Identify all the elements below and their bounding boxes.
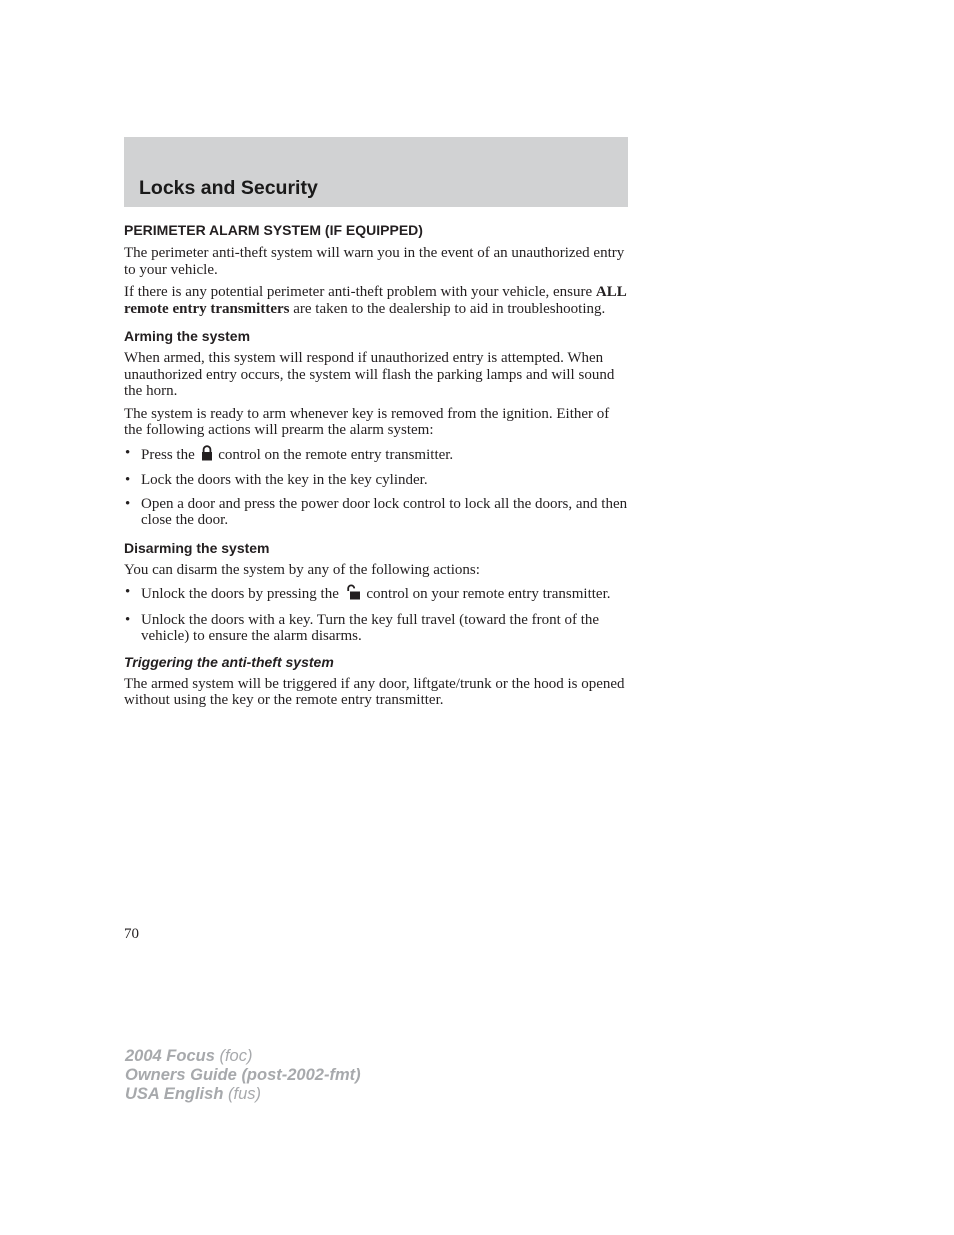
- arming-heading: Arming the system: [124, 328, 251, 344]
- triggering-paragraph: The armed system will be triggered if any door, liftgate/trunk or the hood is opened without using the key or the remote entry transmitter.: [124, 675, 625, 708]
- arming-paragraph-2: The system is ready to arm whenever key is removed from the ignition. Either of the following actions will prearm the alarm system:: [124, 405, 610, 438]
- chapter-title: Locks and Security: [139, 177, 318, 199]
- footer-line-1: 2004 Focus (foc): [125, 1047, 253, 1065]
- transmitter-text-after: are taken to the dealership to aid in troubleshooting.: [289, 300, 606, 317]
- triggering-heading: Triggering the anti-theft system: [124, 653, 334, 670]
- page-content: [124, 221, 630, 715]
- transmitter-text-before: If there is any potential perimeter anti-theft problem with your vehicle, ensure: [124, 284, 596, 300]
- list-item: • Unlock the doors by pressing the control on your remote entry transmitter.: [124, 584, 630, 605]
- list-item: • Lock the doors with the key in the key cylinder.: [124, 472, 630, 489]
- section-heading: PERIMETER ALARM SYSTEM (IF EQUIPPED): [124, 222, 423, 238]
- list-item: • Unlock the doors with a key. Turn the key full travel (toward the front of the vehicle) to ensure the alarm disarms.: [124, 612, 630, 645]
- list-item: • Press the control on the remote entry transmitter.: [124, 445, 630, 466]
- list-item: • Open a door and press the power door lock control to lock all the doors, and then close the door.: [124, 496, 630, 529]
- arming-list: [124, 445, 630, 529]
- footer-line-2: Owners Guide (post-2002-fmt): [125, 1066, 361, 1084]
- disarming-list: [124, 584, 630, 645]
- unlock-icon: [345, 584, 361, 605]
- arming-paragraph-1: When armed, this system will respond if unauthorized entry is attempted. When unauthorized entry occurs, the system will flash the parking lamps and will sound the horn.: [124, 350, 615, 399]
- page-number: 70: [124, 926, 139, 942]
- transmitter-text-bold: ALL remote entry transmitters: [124, 284, 626, 317]
- section-header-band: [124, 137, 628, 207]
- disarming-paragraph-1: You can disarm the system by any of the following actions:: [124, 561, 480, 578]
- footer-line-3: USA English (fus): [125, 1085, 261, 1103]
- document-footer: [125, 1047, 361, 1104]
- transmitter-paragraph: [124, 284, 630, 317]
- intro-paragraph: The perimeter anti-theft system will warn you in the event of an unauthorized entry to your vehicle.: [124, 245, 625, 278]
- lock-icon: [201, 445, 213, 466]
- disarming-heading: Disarming the system: [124, 539, 270, 556]
